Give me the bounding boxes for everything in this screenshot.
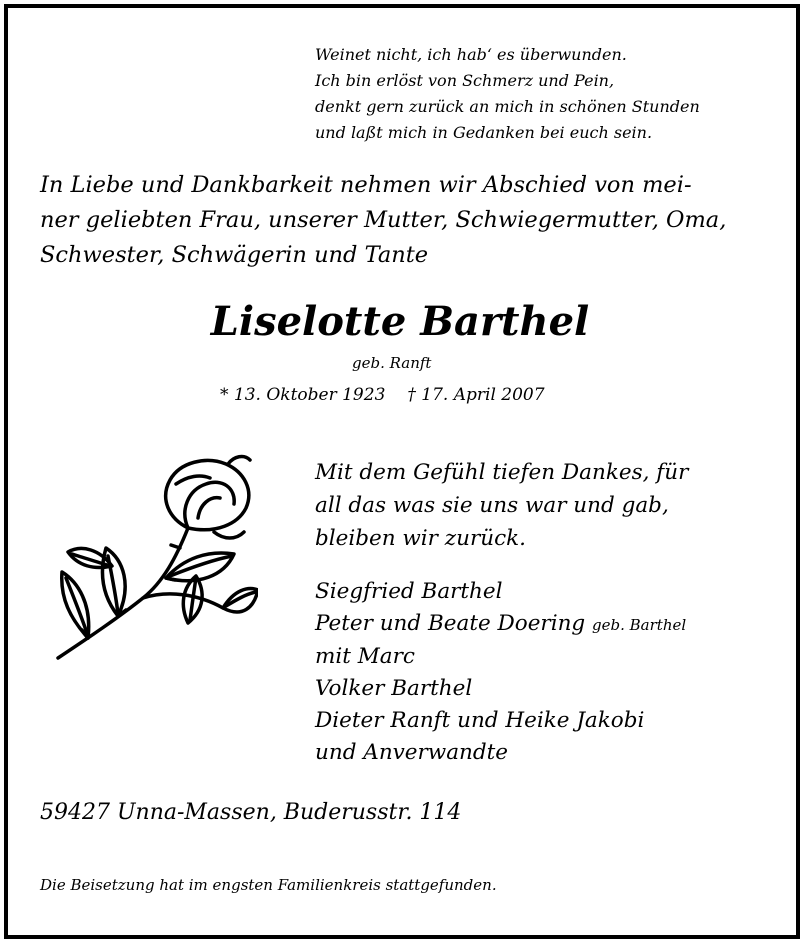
deceased-name: Liselotte Barthel — [210, 298, 590, 345]
intro-line: Schwester, Schwägerin und Tante — [40, 242, 429, 268]
mourner-birth-name: geb. Barthel — [592, 616, 687, 634]
mourners-list — [315, 576, 686, 769]
poem — [315, 42, 700, 146]
thanks-line: bleiben wir zurück. — [315, 526, 527, 551]
mourner-line: und Anverwandte — [315, 740, 509, 765]
intro-line: ner geliebten Frau, unserer Mutter, Schwiegermutter, Oma, — [40, 207, 727, 233]
death-date: † 17. April 2007 — [407, 385, 545, 405]
intro-text — [40, 168, 756, 273]
thanks-line: Mit dem Gefühl tiefen Dankes, für — [315, 460, 689, 485]
life-dates — [220, 385, 545, 405]
intro-line: In Liebe und Dankbarkeit nehmen wir Abschied von mei- — [40, 172, 692, 198]
mourner-line: Volker Barthel — [315, 676, 473, 701]
burial-note: Die Beisetzung hat im engsten Familienkreis stattgefunden. — [40, 876, 497, 894]
thanks-line: all das was sie uns war und gab, — [315, 493, 669, 518]
mourner-line: Dieter Ranft und Heike Jakobi — [315, 708, 645, 733]
thanks-text — [315, 456, 688, 555]
mourner-line: mit Marc — [315, 644, 415, 669]
rose-icon — [48, 448, 258, 668]
birth-date: * 13. Oktober 1923 — [220, 385, 386, 405]
poem-line: Weinet nicht, ich hab‘ es überwunden. — [315, 45, 627, 64]
address: 59427 Unna-Massen, Buderusstr. 114 — [40, 800, 462, 825]
birth-name: geb. Ranft — [352, 354, 432, 372]
mourner-line — [315, 608, 686, 641]
mourner-name: Peter und Beate Doering — [315, 611, 586, 636]
poem-line: denkt gern zurück an mich in schönen Stunden — [315, 97, 700, 116]
poem-line: Ich bin erlöst von Schmerz und Pein, — [315, 71, 615, 90]
poem-line: und laßt mich in Gedanken bei euch sein. — [315, 123, 653, 142]
mourner-line: Siegfried Barthel — [315, 579, 503, 604]
